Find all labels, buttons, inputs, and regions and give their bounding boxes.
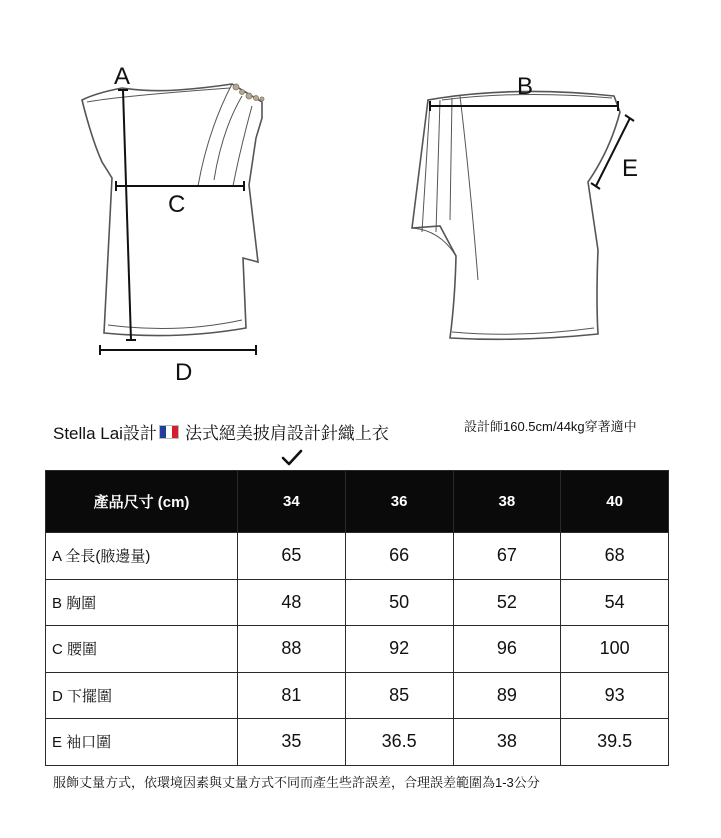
designer-fit-note: 設計師160.5cm/44kg穿著適中 <box>464 419 637 434</box>
brand-label: Stella Lai設計 <box>53 424 157 443</box>
back-view-garment <box>412 91 620 339</box>
header-size: 36 <box>345 471 453 533</box>
header-size: 38 <box>453 471 561 533</box>
table-cell: 52 <box>453 579 561 626</box>
table-cell: 38 <box>453 719 561 766</box>
measure-label-e: E <box>622 155 639 182</box>
measure-line-a <box>118 90 136 340</box>
measure-line-b <box>430 101 618 111</box>
measure-label-d: D <box>175 359 193 386</box>
table-cell: 67 <box>453 533 561 580</box>
table-cell: 48 <box>238 579 346 626</box>
table-cell: 92 <box>345 626 453 673</box>
table-cell: 65 <box>238 533 346 580</box>
table-row <box>46 626 669 673</box>
header-size: 40 <box>561 471 669 533</box>
measurement-footnote: 服飾丈量方式，依環境因素與丈量方式不同而產生些許誤差，合理誤差範圍為1-3公分 <box>53 775 540 790</box>
row-label: C 腰圍 <box>46 626 238 673</box>
table-header-row <box>46 471 669 533</box>
table-cell: 54 <box>561 579 669 626</box>
garment-measurement-diagram <box>0 0 721 400</box>
table-cell: 93 <box>561 672 669 719</box>
header-size: 34 <box>238 471 346 533</box>
size-chart-table <box>45 470 669 766</box>
row-label: B 胸圍 <box>46 579 238 626</box>
table-row <box>46 579 669 626</box>
header-product-size: 產品尺寸 (cm) <box>46 471 238 533</box>
measure-label-b: B <box>517 73 534 100</box>
table-cell: 85 <box>345 672 453 719</box>
france-flag-icon <box>159 425 179 439</box>
measure-line-c <box>116 181 244 191</box>
table-cell: 36.5 <box>345 719 453 766</box>
table-cell: 81 <box>238 672 346 719</box>
table-cell: 89 <box>453 672 561 719</box>
product-name: 法式絕美披肩設計針織上衣 <box>184 424 389 443</box>
product-title <box>53 419 389 444</box>
measure-line-d <box>100 345 256 355</box>
selected-size-check-icon <box>281 449 303 467</box>
table-cell: 66 <box>345 533 453 580</box>
measure-label-c: C <box>168 191 186 218</box>
row-label: A 全長(腋邊量) <box>46 533 238 580</box>
table-cell: 35 <box>238 719 346 766</box>
table-cell: 100 <box>561 626 669 673</box>
table-cell: 50 <box>345 579 453 626</box>
table-row <box>46 672 669 719</box>
table-cell: 96 <box>453 626 561 673</box>
table-row <box>46 719 669 766</box>
shoulder-brooch <box>233 84 264 101</box>
row-label: E 袖口圍 <box>46 719 238 766</box>
table-cell: 88 <box>238 626 346 673</box>
row-label: D 下擺圍 <box>46 672 238 719</box>
table-cell: 39.5 <box>561 719 669 766</box>
table-cell: 68 <box>561 533 669 580</box>
measure-label-a: A <box>114 63 131 90</box>
table-row <box>46 533 669 580</box>
